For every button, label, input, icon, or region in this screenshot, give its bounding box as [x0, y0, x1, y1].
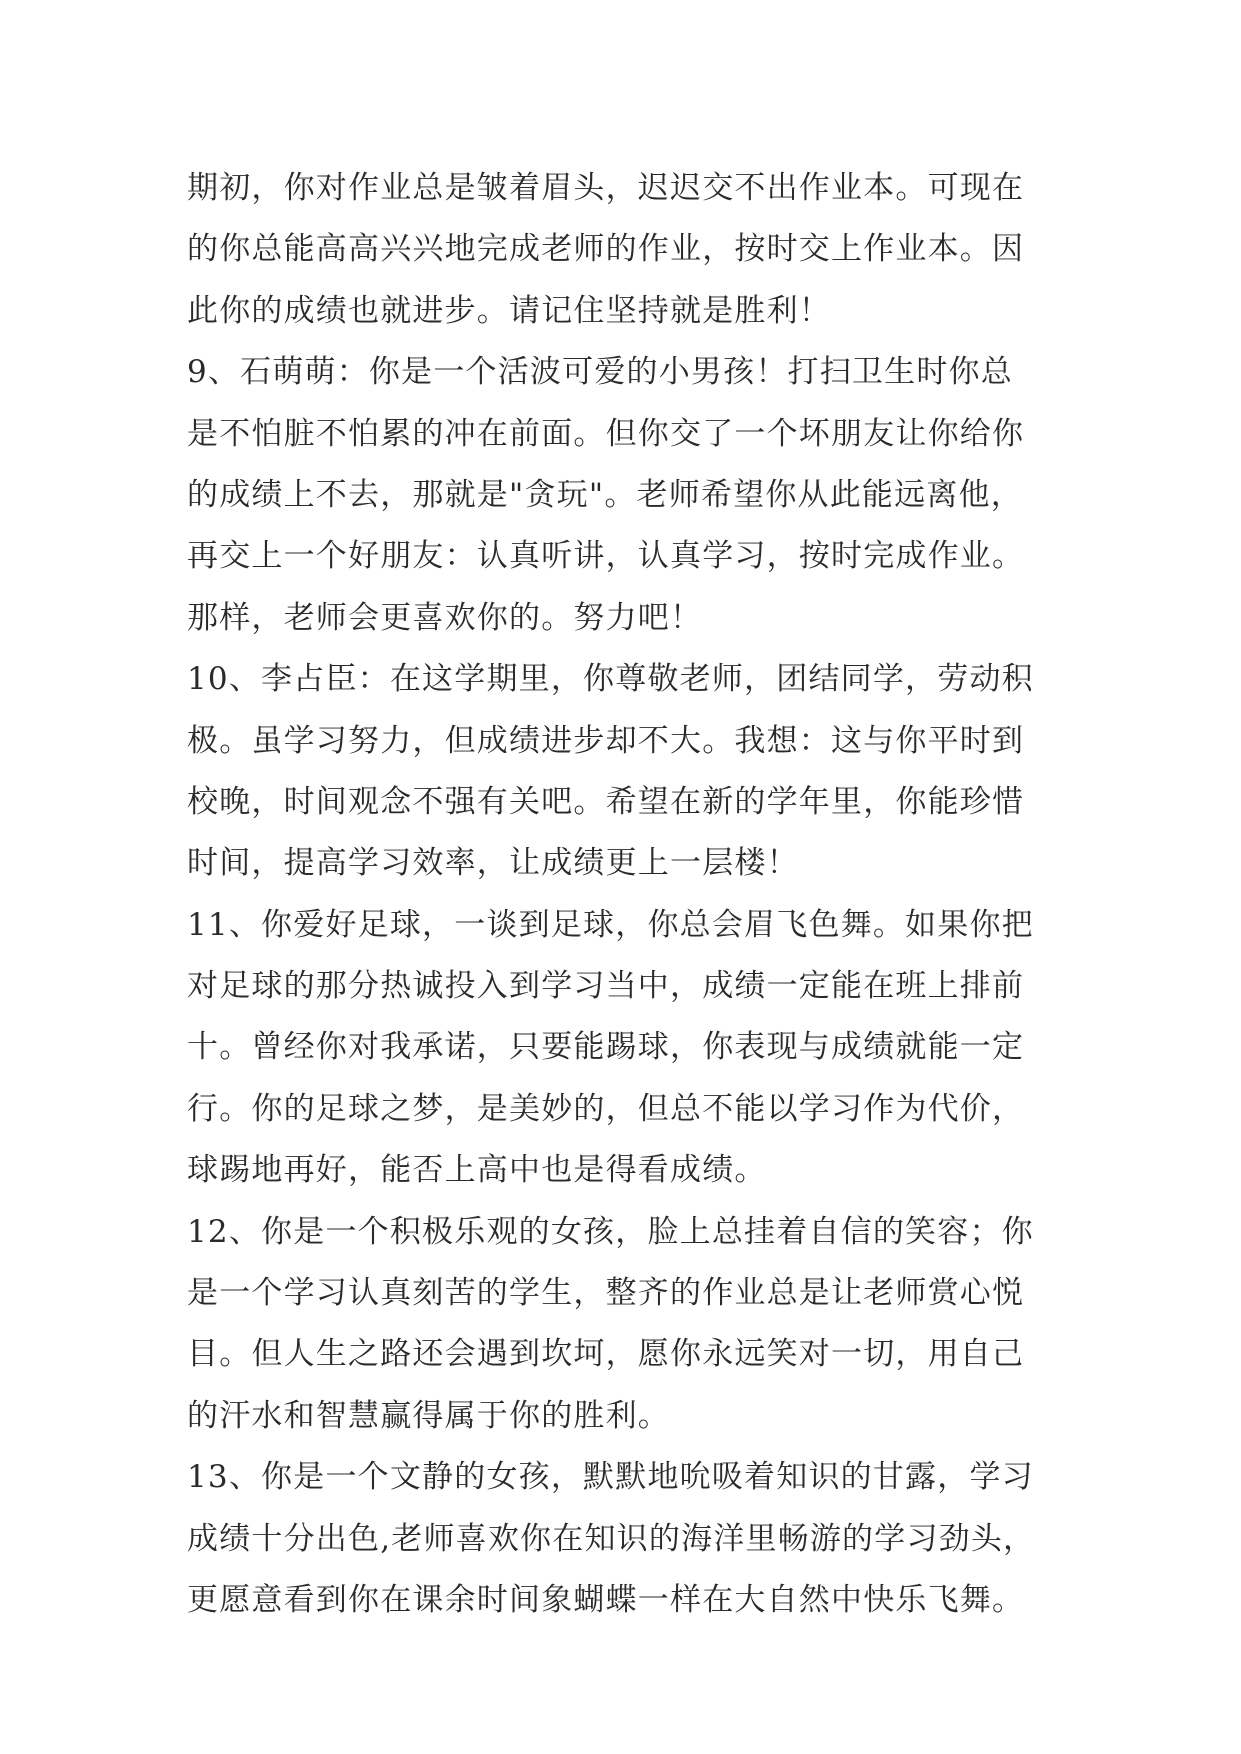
text-line: 再交上一个好朋友：认真听讲，认真学习，按时完成作业。 — [187, 538, 1025, 575]
text-line: 时间，提高学习效率，让成绩更上一层楼！ — [187, 845, 799, 882]
text-line: 的成绩上不去，那就是"贪玩"。老师希望你从此能远离他， — [187, 476, 1023, 513]
text-line: 11、你爱好足球，一谈到足球，你总会眉飞色舞。如果你把 — [187, 906, 1034, 943]
text-line: 那样，老师会更喜欢你的。努力吧！ — [187, 599, 703, 636]
text-line: 9、石萌萌：你是一个活波可爱的小男孩！打扫卫生时你总 — [187, 354, 1013, 391]
text-line: 的汗水和智慧赢得属于你的胜利。 — [187, 1397, 670, 1434]
text-line: 是不怕脏不怕累的冲在前面。但你交了一个坏朋友让你给你 — [187, 415, 1025, 452]
text-line: 此你的成绩也就进步。请记住坚持就是胜利！ — [187, 292, 831, 329]
text-line: 10、李占臣：在这学期里，你尊敬老师，团结同学，劳动积 — [187, 661, 1034, 698]
text-line: 球踢地再好，能否上高中也是得看成绩。 — [187, 1152, 767, 1189]
text-line: 极。虽学习努力，但成绩进步却不大。我想：这与你平时到 — [187, 722, 1025, 759]
text-line: 行。你的足球之梦，是美妙的，但总不能以学习作为代价， — [187, 1090, 1025, 1127]
text-line: 是一个学习认真刻苦的学生，整齐的作业总是让老师赏心悦 — [187, 1275, 1025, 1312]
text-line: 成绩十分出色,老师喜欢你在知识的海洋里畅游的学习劲头， — [187, 1520, 1036, 1557]
text-line: 校晚，时间观念不强有关吧。希望在新的学年里，你能珍惜 — [187, 783, 1025, 820]
text-line: 对足球的那分热诚投入到学习当中，成绩一定能在班上排前 — [187, 968, 1025, 1005]
document-body — [187, 158, 1087, 1631]
text-line: 12、你是一个积极乐观的女孩，脸上总挂着自信的笑容；你 — [187, 1213, 1034, 1250]
text-line: 13、你是一个文静的女孩，默默地吮吸着知识的甘露，学习 — [187, 1459, 1034, 1496]
text-line: 更愿意看到你在课余时间象蝴蝶一样在大自然中快乐飞舞。 — [187, 1581, 1025, 1618]
text-line: 的你总能高高兴兴地完成老师的作业，按时交上作业本。因 — [187, 231, 1025, 268]
text-line: 十。曾经你对我承诺，只要能踢球，你表现与成绩就能一定 — [187, 1029, 1025, 1066]
text-line: 目。但人生之路还会遇到坎坷，愿你永远笑对一切，用自己 — [187, 1336, 1025, 1373]
text-line: 期初，你对作业总是皱着眉头，迟迟交不出作业本。可现在 — [187, 170, 1025, 206]
